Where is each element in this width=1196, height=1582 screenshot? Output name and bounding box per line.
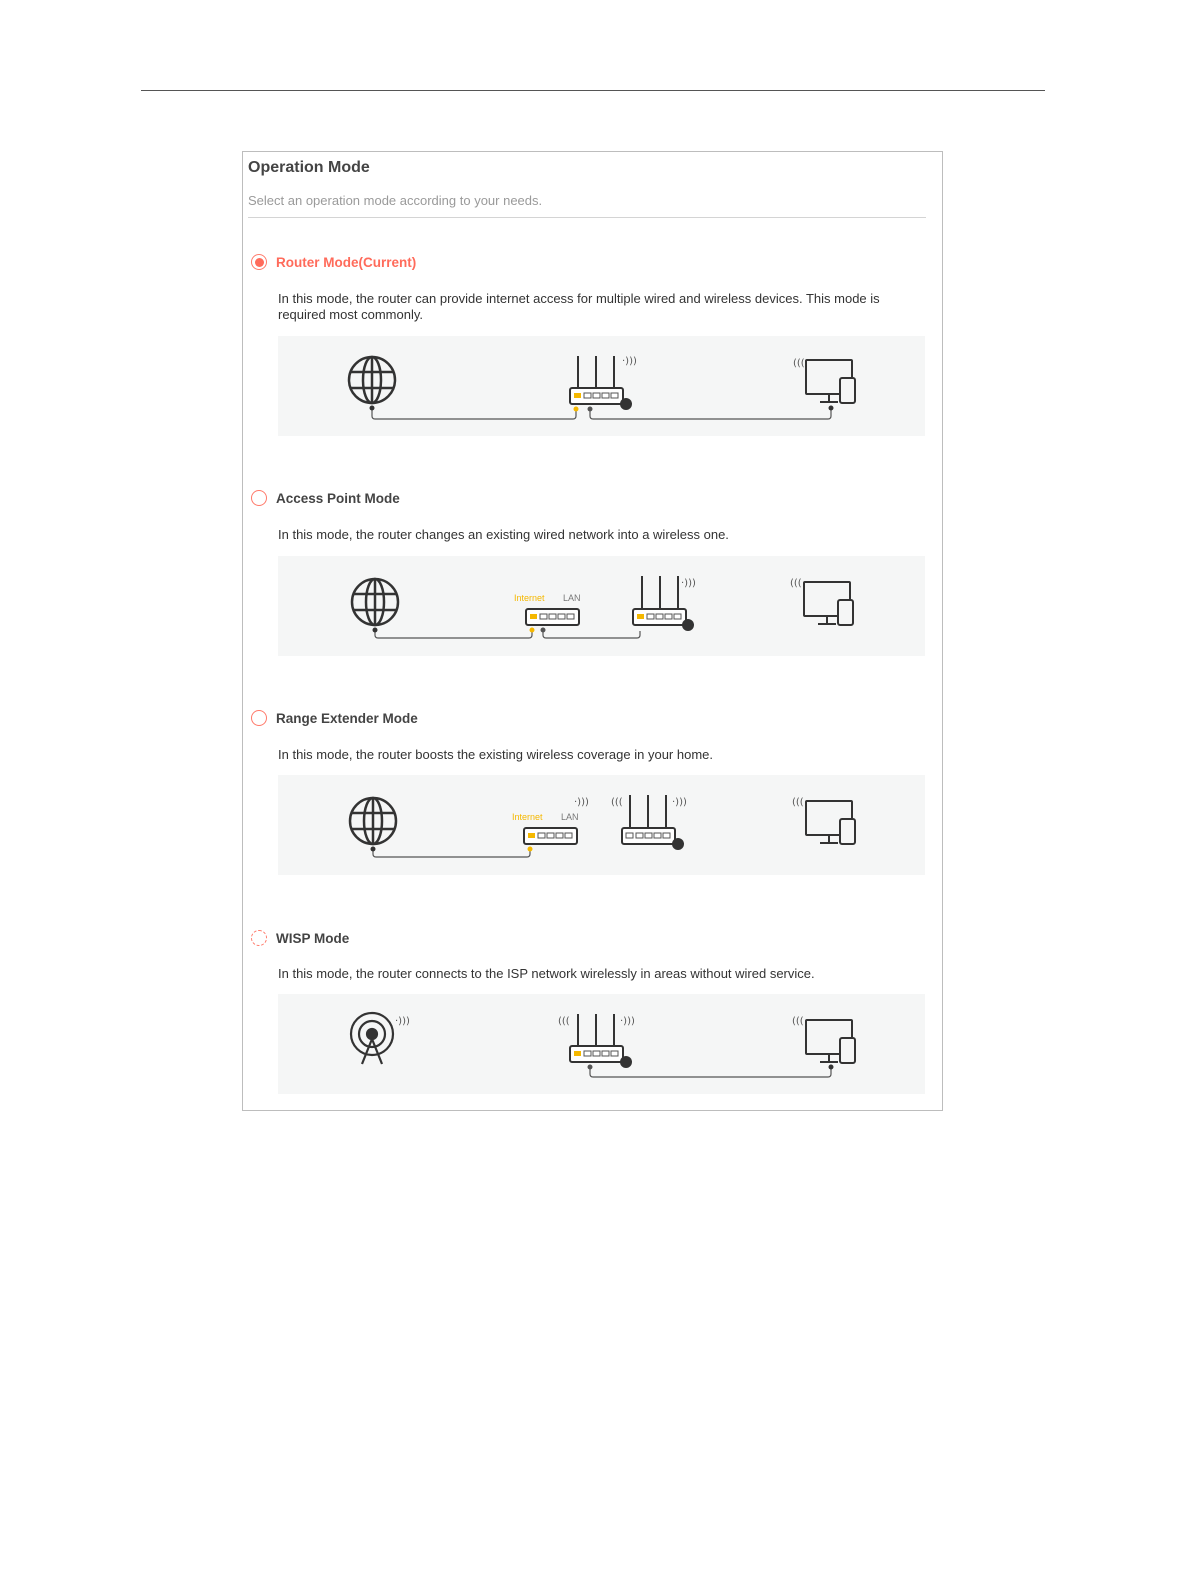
access-point-mode-diagram	[278, 556, 925, 656]
radio-access-point-mode[interactable]	[251, 490, 267, 506]
access-point-mode-description: In this mode, the router changes an existing wired network into a wireless one.	[278, 527, 729, 542]
computer-phone-icon	[790, 578, 853, 625]
wisp-mode-option[interactable]	[251, 928, 349, 948]
svg-text:(((: (((	[611, 797, 623, 808]
wisp-mode-description: In this mode, the router connects to the ISP network wirelessly in areas without wired service.	[278, 966, 815, 981]
radio-range-extender-mode[interactable]	[251, 710, 267, 726]
range-extender-mode-diagram	[278, 775, 925, 875]
computer-phone-icon	[792, 797, 855, 844]
connection-lines	[373, 628, 641, 639]
router-mode-option[interactable]	[251, 252, 416, 272]
lan-port-label: LAN	[563, 593, 581, 603]
radio-router-mode[interactable]	[251, 254, 267, 270]
svg-text:·))): ·)))	[681, 578, 696, 589]
svg-text:(((: (((	[558, 1016, 570, 1027]
modem-icon	[524, 797, 589, 844]
svg-text:·))): ·)))	[574, 797, 589, 808]
router-icon	[570, 356, 637, 410]
page-top-rule	[141, 90, 1045, 91]
modem-icon	[526, 609, 579, 625]
panel-title: Operation Mode	[248, 159, 370, 176]
internet-port-label: Internet	[514, 593, 545, 603]
router-mode-diagram	[278, 336, 925, 436]
antenna-tower-icon	[351, 1013, 410, 1064]
globe-icon	[350, 798, 396, 844]
range-extender-mode-option[interactable]	[251, 708, 418, 728]
connection-lines	[370, 406, 834, 420]
svg-text:(((: (((	[792, 797, 804, 808]
range-extender-mode-label: Range Extender Mode	[276, 710, 418, 726]
globe-icon	[349, 357, 395, 403]
svg-text:·))): ·)))	[620, 1016, 635, 1027]
router-icon	[611, 795, 687, 850]
svg-text:(((: (((	[792, 1016, 804, 1027]
svg-text:(((: (((	[790, 578, 802, 589]
globe-icon	[352, 579, 398, 625]
operation-mode-panel	[242, 151, 943, 1111]
access-point-mode-option[interactable]	[251, 488, 400, 508]
router-mode-description: In this mode, the router can provide internet access for multiple wired and wireless devices. This mode is required most commonly.	[278, 291, 880, 322]
internet-port-label: Internet	[512, 812, 543, 822]
svg-text:·))): ·)))	[395, 1016, 410, 1027]
router-mode-label: Router Mode(Current)	[276, 254, 417, 270]
range-extender-mode-description: In this mode, the router boosts the existing wireless coverage in your home.	[278, 747, 713, 762]
wisp-mode-diagram	[278, 994, 925, 1094]
svg-text:·))): ·)))	[672, 797, 687, 808]
svg-text:(((: (((	[793, 358, 805, 369]
connection-lines	[371, 847, 533, 858]
panel-subtitle: Select an operation mode according to your needs.	[248, 193, 543, 208]
wisp-mode-label: WISP Mode	[276, 930, 350, 946]
lan-port-label: LAN	[561, 812, 579, 822]
panel-divider	[248, 217, 926, 218]
access-point-mode-label: Access Point Mode	[276, 490, 400, 506]
router-icon	[633, 576, 696, 631]
svg-text:·))): ·)))	[622, 356, 637, 367]
router-icon	[558, 1014, 635, 1068]
computer-phone-icon	[792, 1016, 855, 1063]
computer-phone-icon	[793, 358, 855, 403]
radio-wisp-mode[interactable]	[251, 930, 267, 946]
